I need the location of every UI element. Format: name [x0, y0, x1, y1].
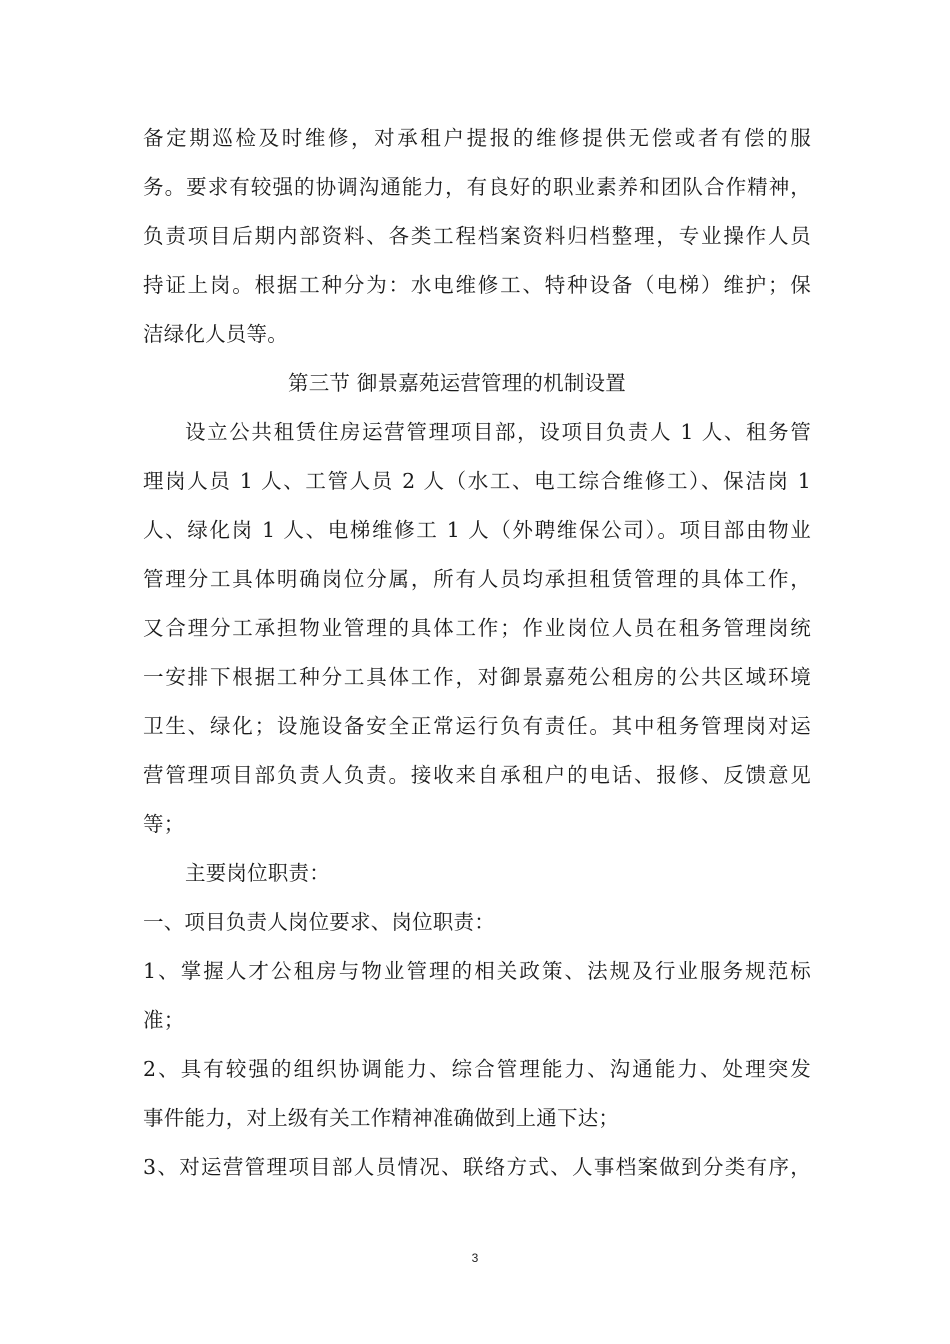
page-number: 3 [471, 1251, 479, 1265]
text-line: 人、绿化岗 1 人、电梯维修工 1 人（外聘维保公司）。项目部由物业 [143, 518, 811, 542]
duty-item-line: 1、掌握人才公租房与物业管理的相关政策、法规及行业服务规范标 [143, 959, 811, 983]
section-heading: 第三节 御景嘉苑运营管理的机制设置 [288, 371, 626, 395]
text-line: 营管理项目部负责人负责。接收来自承租户的电话、报修、反馈意见 [143, 763, 811, 787]
duty-item-line: 准； [143, 1008, 185, 1032]
text-line: 又合理分工承担物业管理的具体工作；作业岗位人员在租务管理岗统 [143, 616, 811, 640]
body-text [143, 114, 811, 1192]
text-line: 持证上岗。根据工种分为：水电维修工、特种设备（电梯）维护；保 [143, 273, 811, 297]
duty-item-line: 事件能力，对上级有关工作精神准确做到上通下达； [143, 1106, 620, 1130]
text-line: 设立公共租赁住房运营管理项目部，设项目负责人 1 人、租务管 [185, 420, 811, 444]
text-line: 等； [143, 812, 185, 836]
text-line: 负责项目后期内部资料、各类工程档案资料归档整理，专业操作人员 [143, 224, 811, 248]
duties-title: 主要岗位职责： [185, 861, 330, 885]
text-line: 洁绿化人员等。 [143, 322, 288, 346]
duty-item-line: 2、具有较强的组织协调能力、综合管理能力、沟通能力、处理突发 [143, 1057, 811, 1081]
text-line: 理岗人员 1 人、工管人员 2 人（水工、电工综合维修工）、保洁岗 1 [143, 469, 811, 493]
text-line: 管理分工具体明确岗位分属，所有人员均承担租赁管理的具体工作， [143, 567, 811, 591]
duty-item-line: 3、对运营管理项目部人员情况、联络方式、人事档案做到分类有序， [143, 1155, 811, 1179]
duties-subtitle: 一、项目负责人岗位要求、岗位职责： [143, 910, 495, 934]
text-line: 一安排下根据工种分工具体工作，对御景嘉苑公租房的公共区域环境 [143, 665, 811, 689]
text-line: 务。要求有较强的协调沟通能力，有良好的职业素养和团队合作精神， [143, 175, 811, 199]
text-line: 卫生、绿化；设施设备安全正常运行负有责任。其中租务管理岗对运 [143, 714, 811, 738]
text-line: 备定期巡检及时维修，对承租户提报的维修提供无偿或者有偿的服 [143, 126, 811, 150]
